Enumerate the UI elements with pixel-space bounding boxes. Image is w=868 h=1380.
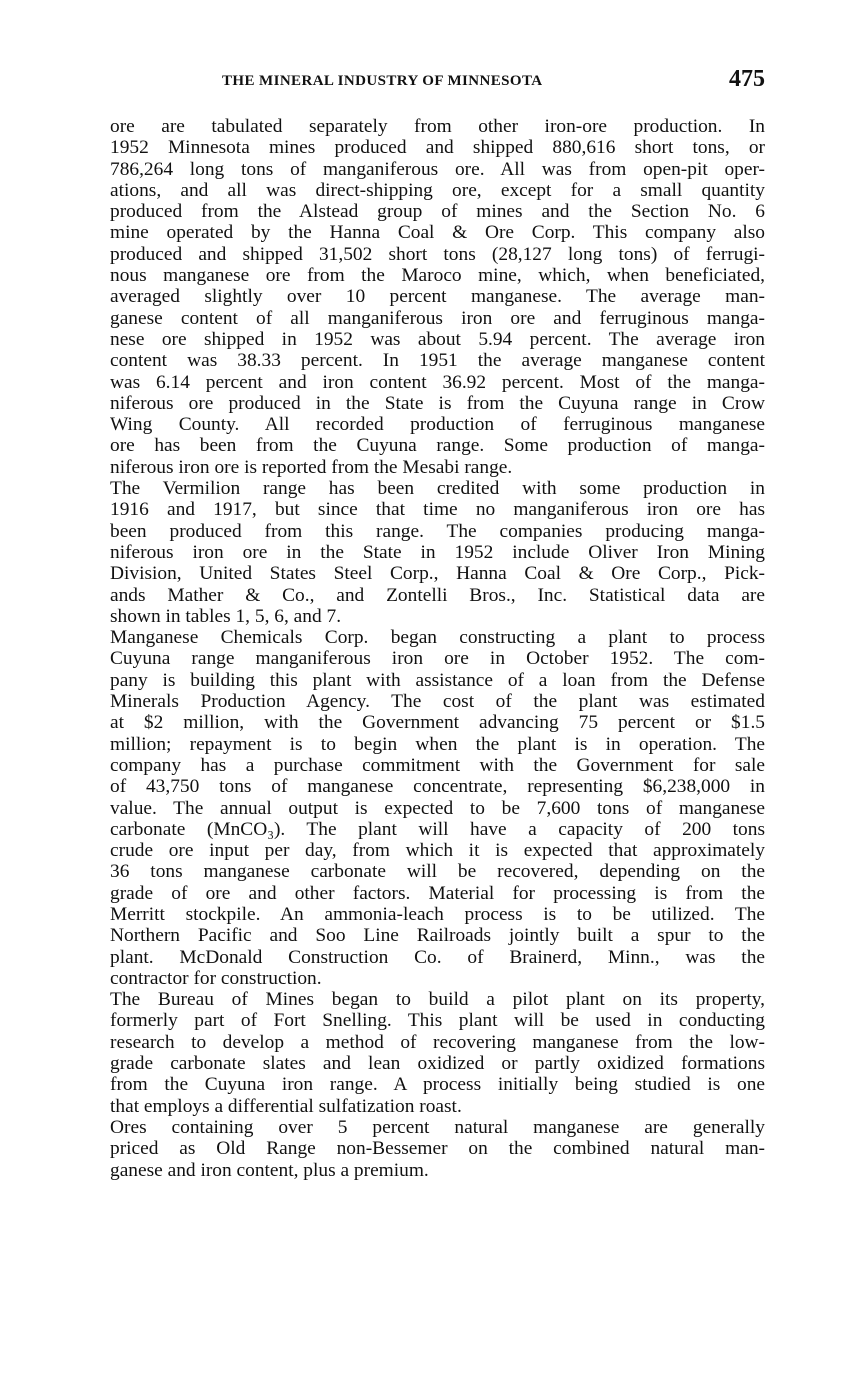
page-header: [110, 66, 765, 96]
running-title: THE MINERAL INDUSTRY OF MINNESOTA: [222, 73, 543, 89]
text-line: Cuyuna range manganiferous iron ore in October 1952. The com-: [110, 648, 765, 670]
text-line: produced and shipped 31,502 short tons (28,127 long tons) of ferrugi-: [110, 243, 765, 265]
paragraph: [110, 1117, 765, 1181]
text-line: 36 tons manganese carbonate will be recovered, depending on the: [110, 861, 765, 883]
text-line: that employs a differential sulfatization roast.: [110, 1095, 462, 1117]
text-line: Ores containing over 5 percent natural manganese are generally: [110, 1116, 765, 1138]
paragraph: [110, 116, 765, 478]
text-line: at $2 million, with the Government advancing 75 percent or $1.5: [110, 712, 765, 734]
text-line: crude ore input per day, from which it is expected that approximately: [110, 840, 765, 862]
text-line: carbonate (MnCO₃). The plant will have a capacity of 200 tons: [110, 818, 765, 840]
body-text: [110, 116, 765, 1181]
text-line: Division, United States Steel Corp., Hanna Coal & Ore Corp., Pick-: [110, 563, 765, 585]
text-line: The Vermilion range has been credited with some production in: [110, 478, 765, 500]
text-line: of 43,750 tons of manganese concentrate, representing $6,238,000 in: [110, 776, 765, 798]
text-line: niferous iron ore is reported from the Mesabi range.: [110, 456, 513, 478]
text-line: ganese and iron content, plus a premium.: [110, 1159, 429, 1181]
text-line: was 6.14 percent and iron content 36.92 percent. Most of the manga-: [110, 371, 765, 393]
text-line: ore are tabulated separately from other iron-ore production. In: [110, 116, 765, 137]
text-line: averaged slightly over 10 percent manganese. The average man-: [110, 286, 765, 308]
page-number: 475: [729, 66, 765, 92]
text-line: Manganese Chemicals Corp. began constructing a plant to process: [110, 627, 765, 649]
text-line: niferous ore produced in the State is from the Cuyuna range in Crow: [110, 392, 765, 414]
text-line: priced as Old Range non-Bessemer on the combined natural man-: [110, 1138, 765, 1160]
text-line: grade carbonate slates and lean oxidized or partly oxidized formations: [110, 1053, 765, 1075]
text-line: ore has been from the Cuyuna range. Some production of manga-: [110, 435, 765, 457]
text-line: nese ore shipped in 1952 was about 5.94 percent. The average iron: [110, 328, 765, 350]
text-line: produced from the Alstead group of mines and the Section No. 6: [110, 201, 765, 223]
text-line: company has a purchase commitment with the Government for sale: [110, 754, 765, 776]
text-line: ations, and all was direct-shipping ore, except for a small quantity: [110, 179, 765, 201]
text-line: plant. McDonald Construction Co. of Brainerd, Minn., was the: [110, 946, 765, 968]
text-line: research to develop a method of recovering manganese from the low-: [110, 1031, 765, 1053]
text-line: The Bureau of Mines began to build a pilot plant on its property,: [110, 989, 765, 1011]
paragraph: [110, 627, 765, 989]
text-line: Merritt stockpile. An ammonia-leach process is to be utilized. The: [110, 903, 765, 925]
text-line: ganese content of all manganiferous iron ore and ferruginous manga-: [110, 307, 765, 329]
text-line: been produced from this range. The companies producing manga-: [110, 520, 765, 542]
text-line: ands Mather & Co., and Zontelli Bros., Inc. Statistical data are: [110, 584, 765, 606]
text-line: nous manganese ore from the Maroco mine, which, when beneficiated,: [110, 265, 765, 287]
text-line: mine operated by the Hanna Coal & Ore Corp. This company also: [110, 222, 765, 244]
text-line: contractor for construction.: [110, 967, 322, 989]
paragraph: [110, 989, 765, 1117]
text-line: shown in tables 1, 5, 6, and 7.: [110, 605, 342, 627]
text-line: Wing County. All recorded production of ferruginous manganese: [110, 414, 765, 436]
text-line: content was 38.33 percent. In 1951 the average manganese content: [110, 350, 765, 372]
text-line: from the Cuyuna iron range. A process initially being studied is one: [110, 1074, 765, 1096]
text-line: niferous iron ore in the State in 1952 include Oliver Iron Mining: [110, 541, 765, 563]
text-line: grade of ore and other factors. Material for processing is from the: [110, 882, 765, 904]
text-line: Minerals Production Agency. The cost of the plant was estimated: [110, 691, 765, 713]
text-line: 1916 and 1917, but since that time no manganiferous iron ore has: [110, 499, 765, 521]
text-line: formerly part of Fort Snelling. This plant will be used in conducting: [110, 1010, 765, 1032]
text-line: Northern Pacific and Soo Line Railroads jointly built a spur to the: [110, 925, 765, 947]
text-line: pany is building this plant with assistance of a loan from the Defense: [110, 669, 765, 691]
text-line: 786,264 long tons of manganiferous ore. All was from open-pit oper-: [110, 158, 765, 180]
paragraph: [110, 478, 765, 627]
text-line: value. The annual output is expected to be 7,600 tons of manganese: [110, 797, 765, 819]
text-line: million; repayment is to begin when the plant is in operation. The: [110, 733, 765, 755]
text-line: 1952 Minnesota mines produced and shipped 880,616 short tons, or: [110, 137, 765, 159]
